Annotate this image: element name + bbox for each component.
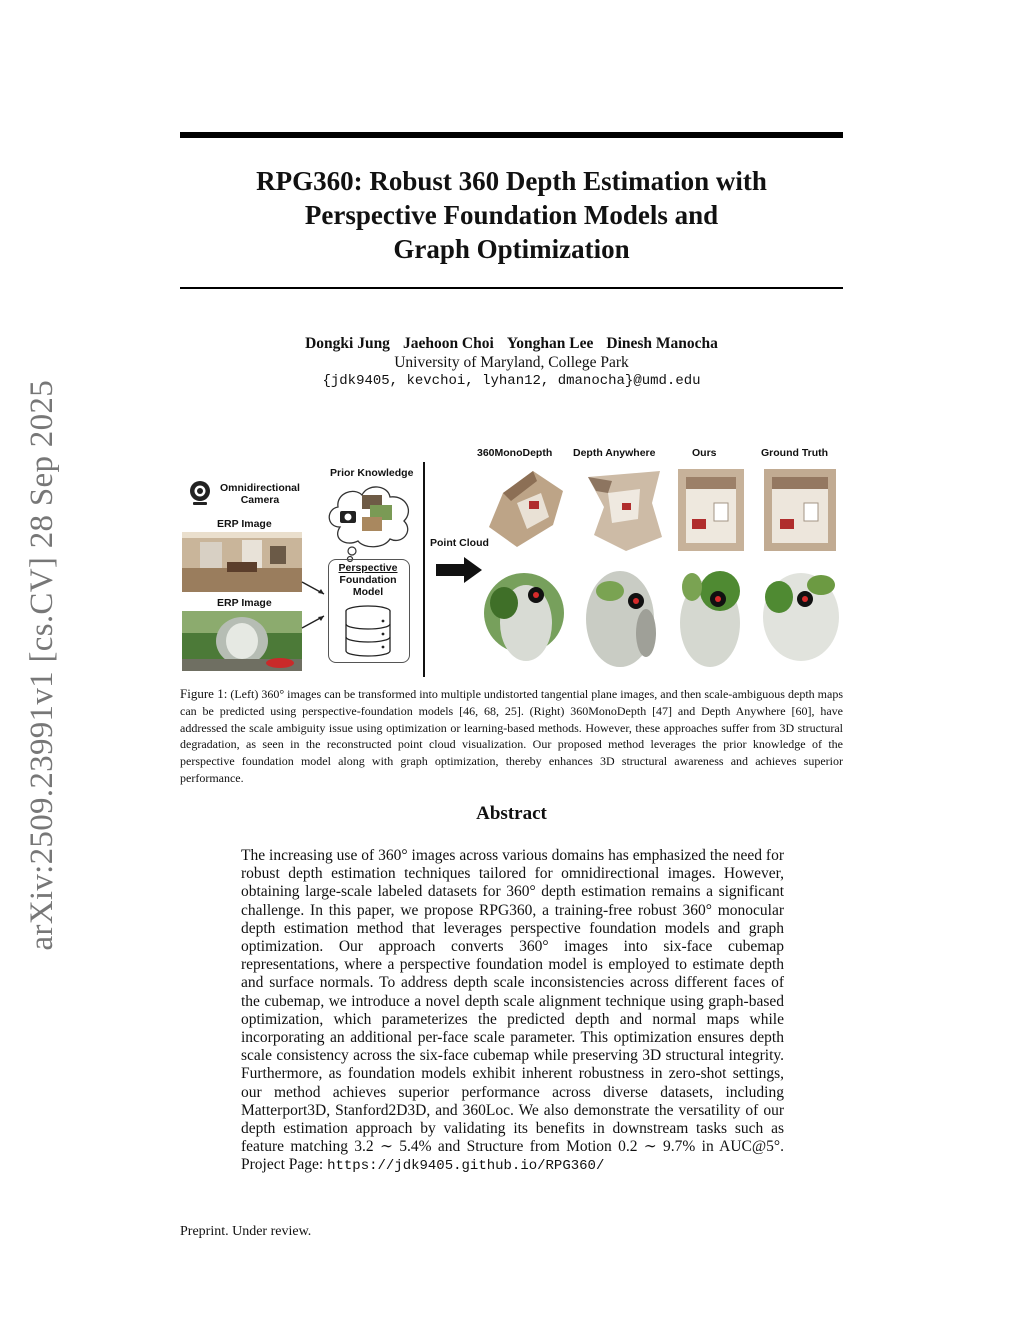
column-header: Ground Truth: [761, 447, 829, 459]
affiliation: University of Maryland, College Park: [394, 354, 629, 371]
right-arrow-icon: [436, 557, 482, 583]
recon-depthanywhere-pointcloud: [580, 567, 670, 673]
point-cloud-label: Point Cloud: [430, 537, 489, 549]
figure-divider: [423, 462, 425, 677]
recon-ours-pointcloud: [668, 563, 754, 675]
caption-prefix: Figure 1:: [180, 686, 228, 701]
figure-caption: [180, 686, 843, 787]
recon-groundtruth-topdown: [758, 463, 842, 555]
camera-label: Omnidirectional Camera: [220, 482, 300, 506]
title-top-rule: [180, 132, 843, 138]
title-bottom-rule: [180, 287, 843, 289]
column-header: 360MonoDepth: [477, 447, 553, 459]
erp-image-label: ERP Image: [217, 518, 272, 530]
project-page-link[interactable]: https://jdk9405.github.io/RPG360/: [327, 1158, 605, 1175]
recon-360monodepth-pointcloud: [480, 567, 570, 673]
caption-text: (Left) 360° images can be transformed into multiple undistorted tangential plane images, and then scale-ambiguous depth maps can be predicted using perspective-foundation models [46, 68, 25]. (Right) 360MonoDepth [47] and Depth Anywhere [60], have addressed the scale ambiguity issue using optimization or learning-based methods. However, these approaches suffer from 3D structural degradation, as seen in the reconstructed point cloud visualization. Our proposed method leverages the prior knowledge of the perspective foundation model along with graph optimization, thereby enhances 3D structural awareness and achieves superior performance.: [180, 687, 843, 785]
recon-depthanywhere-topdown: [578, 463, 668, 555]
prior-knowledge-label: Prior Knowledge: [330, 467, 414, 479]
author-block: [180, 334, 843, 391]
author-name: Yonghan Lee: [506, 335, 594, 352]
database-icon: [343, 605, 393, 657]
erp-image-outdoor: [182, 611, 302, 671]
recon-ours-topdown: [674, 463, 748, 555]
arxiv-stamp: [20, 375, 64, 955]
author-name: Dinesh Manocha: [606, 335, 718, 352]
preprint-note: Preprint. Under review.: [180, 1224, 312, 1239]
abstract-body: [241, 847, 784, 1176]
thought-cloud-icon: [322, 479, 418, 563]
erp-image-label: ERP Image: [217, 597, 272, 609]
author-name: Jaehoon Choi: [402, 335, 494, 352]
abstract-heading: Abstract: [476, 803, 547, 824]
erp-image-indoor: [182, 532, 302, 592]
arxiv-id: arXiv:2509.23991v1 [cs.CV] 28 Sep 2025: [23, 379, 60, 951]
author-emails: {jdk9405, kevchoi, lyhan12, dmanocha}@umd.edu: [322, 373, 701, 389]
author-name: Dongki Jung: [305, 335, 390, 352]
title-line: Graph Optimization: [393, 234, 630, 264]
figure-1: [180, 445, 843, 680]
abstract-text: The increasing use of 360° images across various domains has emphasized the need for robust depth estimation techniques tailored for omnidirectional images. However, obtaining large-scale labeled datasets for 360° depth estimation remains a significant challenge. In this paper, we propose RPG360, a training-free robust 360° monocular depth estimation method that leverages perspective foundation models and graph optimization. Our approach converts 360° images into six-face cubemap representations, where a perspective foundation model is employed to estimate depth and surface normals. To address depth scale inconsistencies across different faces of the cubemap, we introduce a novel depth scale alignment technique using graph-based optimization, which parameterizes the predicted depth and normal maps while incorporating an additional per-face scale parameter. This optimization ensures depth scale consistency across the six-face cubemap while preserving 3D structural integrity. Furthermore, as foundation models exhibit inherent robustness in zero-shot settings, our method achieves superior performance across diverse datasets, including Matterport3D, Stanford2D3D, and 360Loc. We also demonstrate the versatility of our depth estimation approach by validating its benefits in downstream tasks such as feature matching 3.2 ∼ 5.4% and Structure from Motion 0.2 ∼ 9.7% in AUC@5°. Project Page:: [241, 847, 784, 1174]
foundation-model-label: Perspective Foundation Model: [338, 562, 398, 598]
recon-360monodepth-topdown: [483, 463, 573, 555]
title-line: RPG360: Robust 360 Depth Estimation with: [256, 166, 767, 196]
column-header: Depth Anywhere: [573, 447, 656, 459]
flow-arrows: [300, 580, 330, 630]
camera-icon: [188, 480, 212, 506]
paper-title: [180, 164, 843, 266]
author-names: [180, 334, 843, 353]
column-header: Ours: [692, 447, 717, 459]
title-line: Perspective Foundation Models and: [304, 200, 719, 230]
recon-groundtruth-pointcloud: [757, 563, 843, 669]
